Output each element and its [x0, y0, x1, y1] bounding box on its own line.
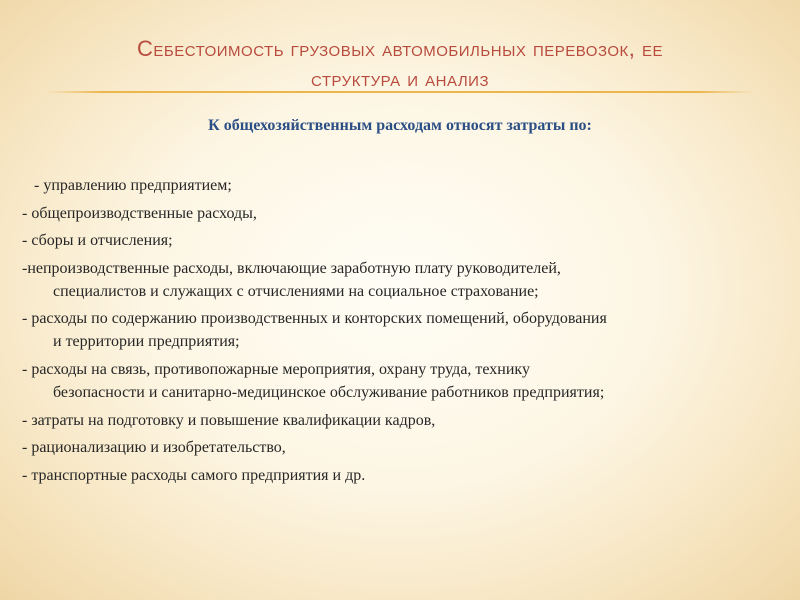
- title-line-2: структура и анализ: [311, 66, 489, 91]
- list-item-text: - затраты на подготовку и повышение квалификации кадров,: [22, 411, 436, 429]
- list-item-text: - общепроизводственные расходы,: [22, 204, 257, 222]
- slide-title: [40, 34, 760, 94]
- list-item: [22, 358, 772, 404]
- list-item: [22, 307, 772, 353]
- list-item: [22, 464, 772, 487]
- list-item: [22, 229, 772, 252]
- list-item-continuation: безопасности и санитарно-медицинское обслуживание работников предприятия;: [53, 383, 605, 401]
- list-item-text: - управлению предприятием;: [30, 177, 232, 194]
- list-item-continuation: и территории предприятия;: [53, 333, 240, 351]
- title-divider: [46, 91, 754, 93]
- list-item-text: - расходы по содержанию производственных и конторских помещений, оборудования: [22, 310, 607, 328]
- expense-list: [22, 174, 772, 491]
- slide-subtitle: К общехозяйственным расходам относят затраты по:: [208, 117, 592, 134]
- list-item: [22, 436, 772, 459]
- list-item-continuation: специалистов и служащих с отчислениями на социальное страхование;: [53, 282, 539, 300]
- list-item-text: -непроизводственные расходы, включающие заработную плату руководителей,: [22, 259, 561, 277]
- list-item: [22, 409, 772, 432]
- list-item-text: - транспортные расходы самого предприятия и др.: [22, 466, 366, 484]
- list-item: [22, 257, 772, 303]
- list-item-text: - расходы на связь, противопожарные мероприятия, охрану труда, технику: [22, 360, 530, 378]
- list-item-text: - сборы и отчисления;: [22, 232, 173, 250]
- title-line-1: Себестоимость грузовых автомобильных перевозок, ее: [137, 36, 663, 61]
- list-item-text: - рационализацию и изобретательство,: [22, 439, 286, 457]
- list-item: [22, 202, 772, 225]
- list-item: [22, 174, 772, 197]
